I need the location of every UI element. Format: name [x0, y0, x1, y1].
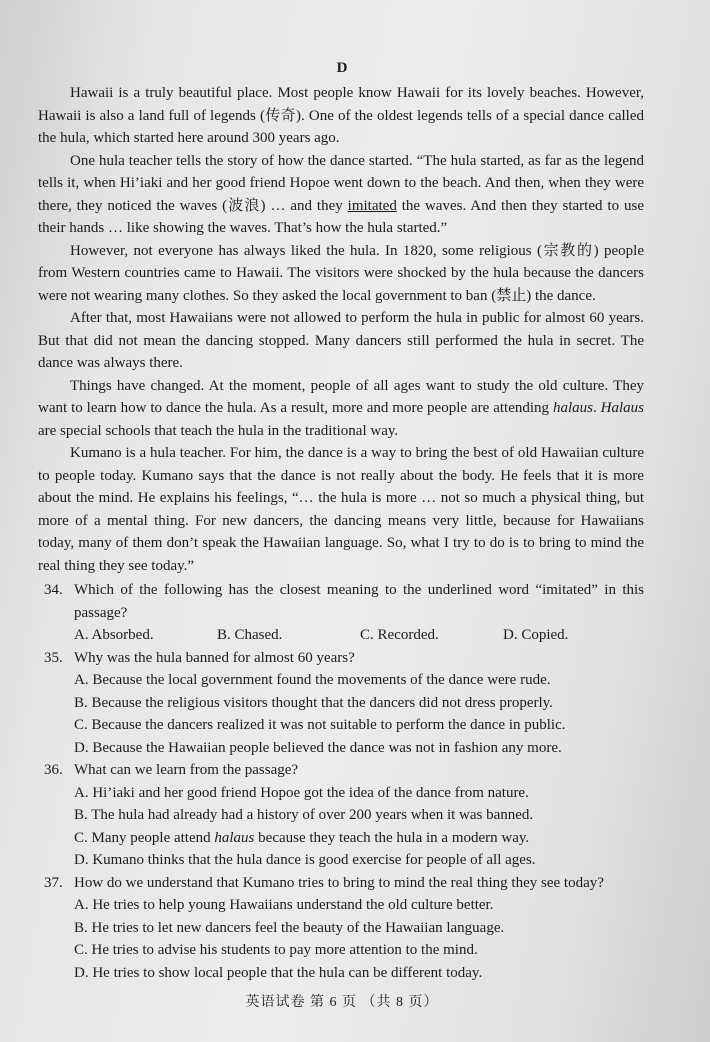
- option-d: D. Copied.: [503, 627, 569, 643]
- paragraph-1-text: Hawaii is a truly beautiful place. Most people know Hawaii for its lovely beaches. However, Hawaii is also a land full of legends (传奇). One of the oldest legends tells of a special dance called the hula, which started here around 300 years ago.: [38, 85, 644, 146]
- question-number: 37.: [44, 874, 63, 891]
- section-title: D: [336, 60, 348, 76]
- option-a: A. Because the local government found the movements of the dance were rude.: [74, 672, 551, 688]
- italic-word-halaus: halaus: [214, 829, 255, 846]
- option-c: C. Recorded.: [360, 627, 439, 643]
- option-c: C. Because the dancers realized it was not suitable to perform the dance in public.: [74, 717, 566, 733]
- option-d: D. Because the Hawaiian people believed the dance was not in fashion any more.: [74, 739, 562, 756]
- paragraph-5-text-b: .: [592, 400, 601, 416]
- option-b: B. The hula had already had a history of over 200 years when it was banned.: [74, 807, 534, 823]
- option-c-text-a: C. Many people attend: [74, 829, 215, 846]
- paragraph-6: [38, 442, 644, 577]
- option-b: B. Chased.: [217, 627, 283, 643]
- option-b: B. He tries to let new dancers feel the beauty of the Hawaiian language.: [74, 919, 505, 936]
- option-d: D. He tries to show local people that the hula can be different today.: [74, 964, 483, 981]
- question-stem: Which of the following has the closest meaning to the underlined word “imitated” in this passage?: [74, 582, 644, 621]
- answer-options: [44, 624, 644, 647]
- question-35: [44, 647, 644, 760]
- question-34: [44, 579, 644, 647]
- paragraph-4: [38, 307, 644, 375]
- option-c-text-b: because they teach the hula in a modern way.: [254, 829, 530, 846]
- page-footer: 英语试卷 第 6 页 （共 8 页）: [245, 995, 439, 1010]
- option-b: B. Because the religious visitors thought that the dancers did not dress properly.: [74, 694, 553, 711]
- paragraph-3-text: However, not everyone has always liked the hula. In 1820, some religious (宗教的) people from Western countries came to Hawaii. The visitors were shocked by the hula because the dancers were not wearing many clothes. So they asked the local government to ban (禁止) the dance.: [38, 242, 644, 304]
- paragraph-5-text-c: are special schools that teach the hula in the traditional way.: [38, 422, 399, 439]
- paragraph-2: [38, 150, 644, 240]
- underlined-word-imitated: imitated: [347, 197, 397, 214]
- paragraph-1: [38, 82, 644, 150]
- paragraph-6-text: Kumano is a hula teacher. For him, the dance is a way to bring the best of old Hawaiian culture to people today. Kumano says that the dance is not really about the body. He feels that it is more about the mind. He explains his feelings, “… the hula is more … not so much a physical thing, but more of a mental thing. For new dancers, the dancing means very little, because for Hawaiians today, many of them don’t speak the Hawaiian language. So, what I try to do is to bring to mind the real thing they see today.”: [38, 445, 644, 574]
- question-36: [44, 759, 644, 872]
- question-number: 34.: [44, 582, 63, 598]
- italic-word-halaus-2: Halaus: [600, 400, 644, 416]
- paragraph-2-text-a: One hula teacher tells the story of how the dance started. “The hula started, as far as the legend tells it, when Hi’iaki and her good friend Hopoe went down to the beach. And then, when they were there, they noticed the waves (波浪) … and they: [38, 152, 644, 214]
- reading-passage: [38, 82, 644, 577]
- question-stem: What can we learn from the passage?: [74, 762, 299, 778]
- paragraph-2-text-b: the waves. And then they started to use their hands … like showing the waves. That’s how the hula started.”: [38, 197, 644, 236]
- option-d: D. Kumano thinks that the hula dance is good exercise for people of all ages.: [74, 852, 536, 868]
- question-37: [44, 872, 644, 985]
- question-stem: Why was the hula banned for almost 60 years?: [74, 649, 355, 666]
- question-list: [44, 579, 644, 984]
- option-a: A. He tries to help young Hawaiians understand the old culture better.: [74, 897, 494, 913]
- paragraph-3: [38, 240, 644, 308]
- option-c: [44, 827, 644, 850]
- question-stem: How do we understand that Kumano tries to bring to mind the real thing they see today?: [74, 874, 604, 891]
- question-number: 36.: [44, 762, 63, 778]
- paragraph-5: [38, 375, 644, 443]
- question-number: 35.: [44, 649, 63, 666]
- italic-word-halaus: halaus: [552, 400, 593, 416]
- option-c: C. He tries to advise his students to pay more attention to the mind.: [74, 942, 478, 958]
- paragraph-4-text: After that, most Hawaiians were not allowed to perform the hula in public for almost 60 years. But that did not mean the dancing stopped. Many dancers still performed the hula in secret. The dance was always there.: [38, 310, 644, 371]
- paragraph-5-text-a: Things have changed. At the moment, people of all ages want to study the old culture. They want to learn how to dance the hula. As a result, more and more people are attending: [38, 377, 644, 416]
- option-a: A. Absorbed.: [74, 627, 154, 643]
- option-a: A. Hi’iaki and her good friend Hopoe got the idea of the dance from nature.: [74, 784, 529, 801]
